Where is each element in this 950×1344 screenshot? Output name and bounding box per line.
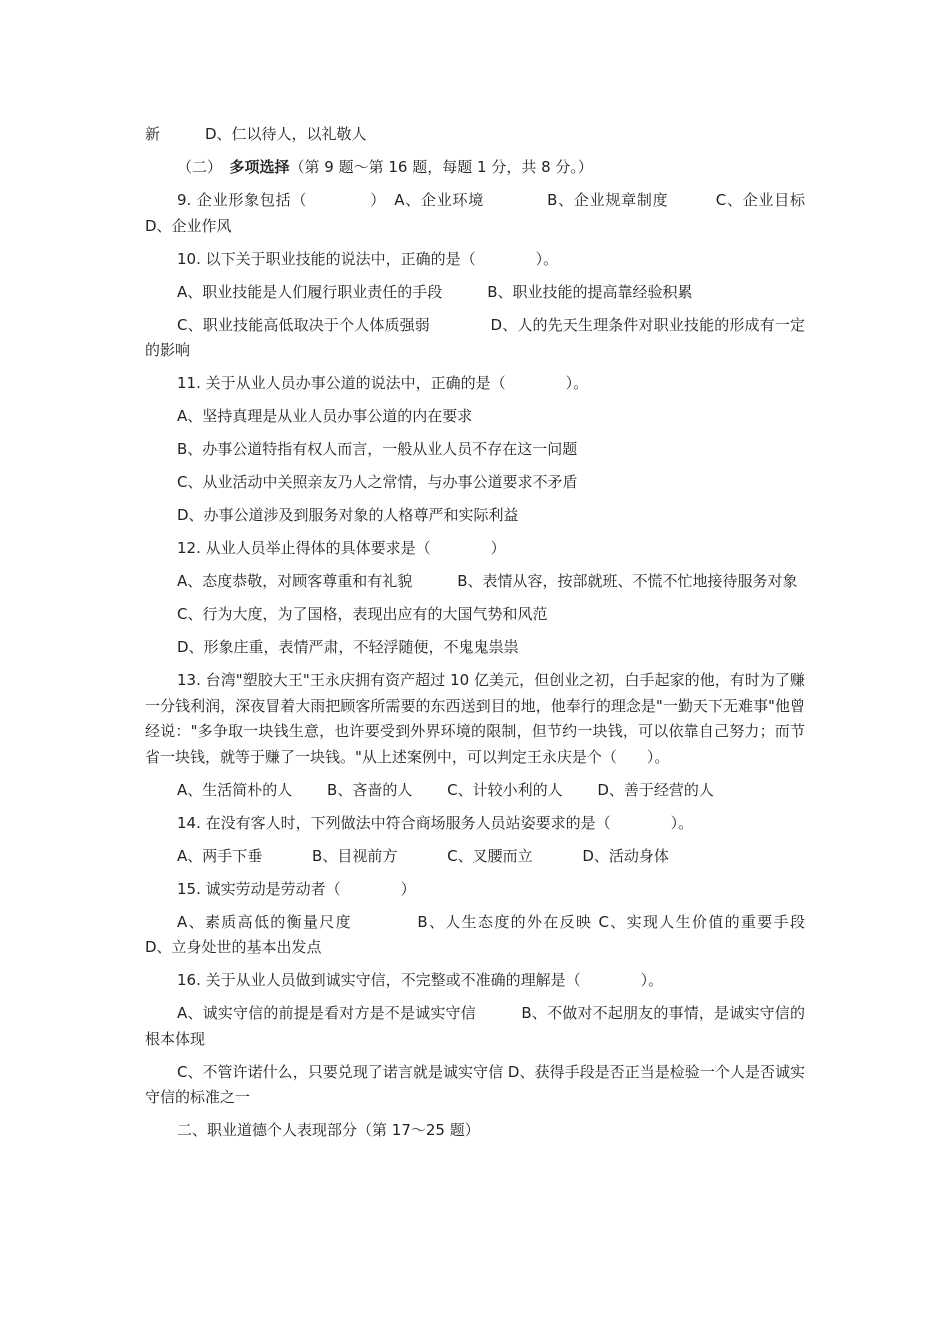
- question-11-option-c: C、从业活动中关照亲友乃人之常情，与办事公道要求不矛盾: [177, 473, 578, 491]
- option-line-d: 新 D、仁以待人，以礼敬人: [145, 125, 367, 143]
- question-9: 9. 企业形象包括（ ） A、企业环境 B、企业规章制度 C、企业目标 D、企业作风: [145, 191, 851, 235]
- question-14: 14. 在没有客人时，下列做法中符合商场服务人员站姿要求的是（ ）。: [177, 813, 694, 832]
- document-page: [145, 122, 851, 1151]
- section-number: （二）: [177, 158, 230, 176]
- question-15-options: A、素质高低的衡量尺度 B、人生态度的外在反映 C、实现人生价值的重要手段 D、立身处世的基本出发点: [145, 912, 851, 956]
- question-11: 11. 关于从业人员办事公道的说法中，正确的是（ ）。: [177, 374, 589, 392]
- question-16-options-cd: C、不管许诺什么，只要兑现了诺言就是诚实守信 D、获得手段是否正当是检验一个人是否诚实守信的标准之一: [145, 1062, 805, 1106]
- question-11-option-a: A、坚持真理是从业人员办事公道的内在要求: [177, 407, 473, 425]
- question-15: 15. 诚实劳动是劳动者（ ）: [177, 879, 416, 898]
- question-13: 13. 台湾"塑胶大王"王永庆拥有资产超过 10 亿美元，但创业之初，白手起家的他，有时为了赚一分钱利润，深夜冒着大雨把顾客所需要的东西送到目的地，他奉行的理念是"一勤天下无难事"他曾经说："多争取一块钱生意，也许要受到外界环境的限制，但节约一块钱，可以依靠自己努力；而节省一块钱，就等于赚了一块钱。"从上述案例中，可以判定王永庆是个（ ）。: [145, 671, 805, 766]
- question-12-option-c: C、行为大度，为了国格，表现出应有的大国气势和风范: [177, 605, 548, 623]
- part-two-heading: 二、职业道德个人表现部分（第 17～25 题）: [177, 1121, 480, 1139]
- question-10-options-ab: A、职业技能是人们履行职业责任的手段 B、职业技能的提高靠经验积累: [177, 282, 693, 301]
- question-12: 12. 从业人员举止得体的具体要求是（ ）: [177, 539, 506, 557]
- question-14-options: A、两手下垂 B、目视前方 C、叉腰而立 D、活动身体: [177, 846, 669, 865]
- section-note: （第 9 题～第 16 题，每题 1 分，共 8 分。）: [289, 158, 593, 176]
- question-12-options-ab: A、态度恭敬，对顾客尊重和有礼貌 B、表情从容，按部就班、不慌不忙地接待服务对象: [177, 572, 798, 590]
- section-title: 多项选择: [229, 158, 290, 176]
- question-16: 16. 关于从业人员做到诚实守信，不完整或不准确的理解是（ ）。: [177, 971, 664, 989]
- question-11-option-d: D、办事公道涉及到服务对象的人格尊严和实际利益: [177, 506, 519, 524]
- question-12-option-d: D、形象庄重，表情严肃，不轻浮随便，不鬼鬼祟祟: [177, 638, 519, 656]
- question-16-options-ab: A、诚实守信的前提是看对方是不是诚实守信 B、不做对不起朋友的事情，是诚实守信的根本体现: [145, 1004, 805, 1048]
- question-10: 10. 以下关于职业技能的说法中，正确的是（ ）。: [177, 249, 559, 268]
- question-13-options: A、生活简朴的人 B、吝啬的人 C、计较小利的人 D、善于经营的人: [177, 780, 714, 799]
- question-10-options-cd: C、职业技能高低取决于个人体质强弱 D、人的先天生理条件对职业技能的形成有一定的影响: [145, 315, 805, 359]
- section-heading-multiple-choice: [145, 155, 805, 181]
- question-11-option-b: B、办事公道特指有权人而言，一般从业人员不存在这一问题: [177, 440, 578, 458]
